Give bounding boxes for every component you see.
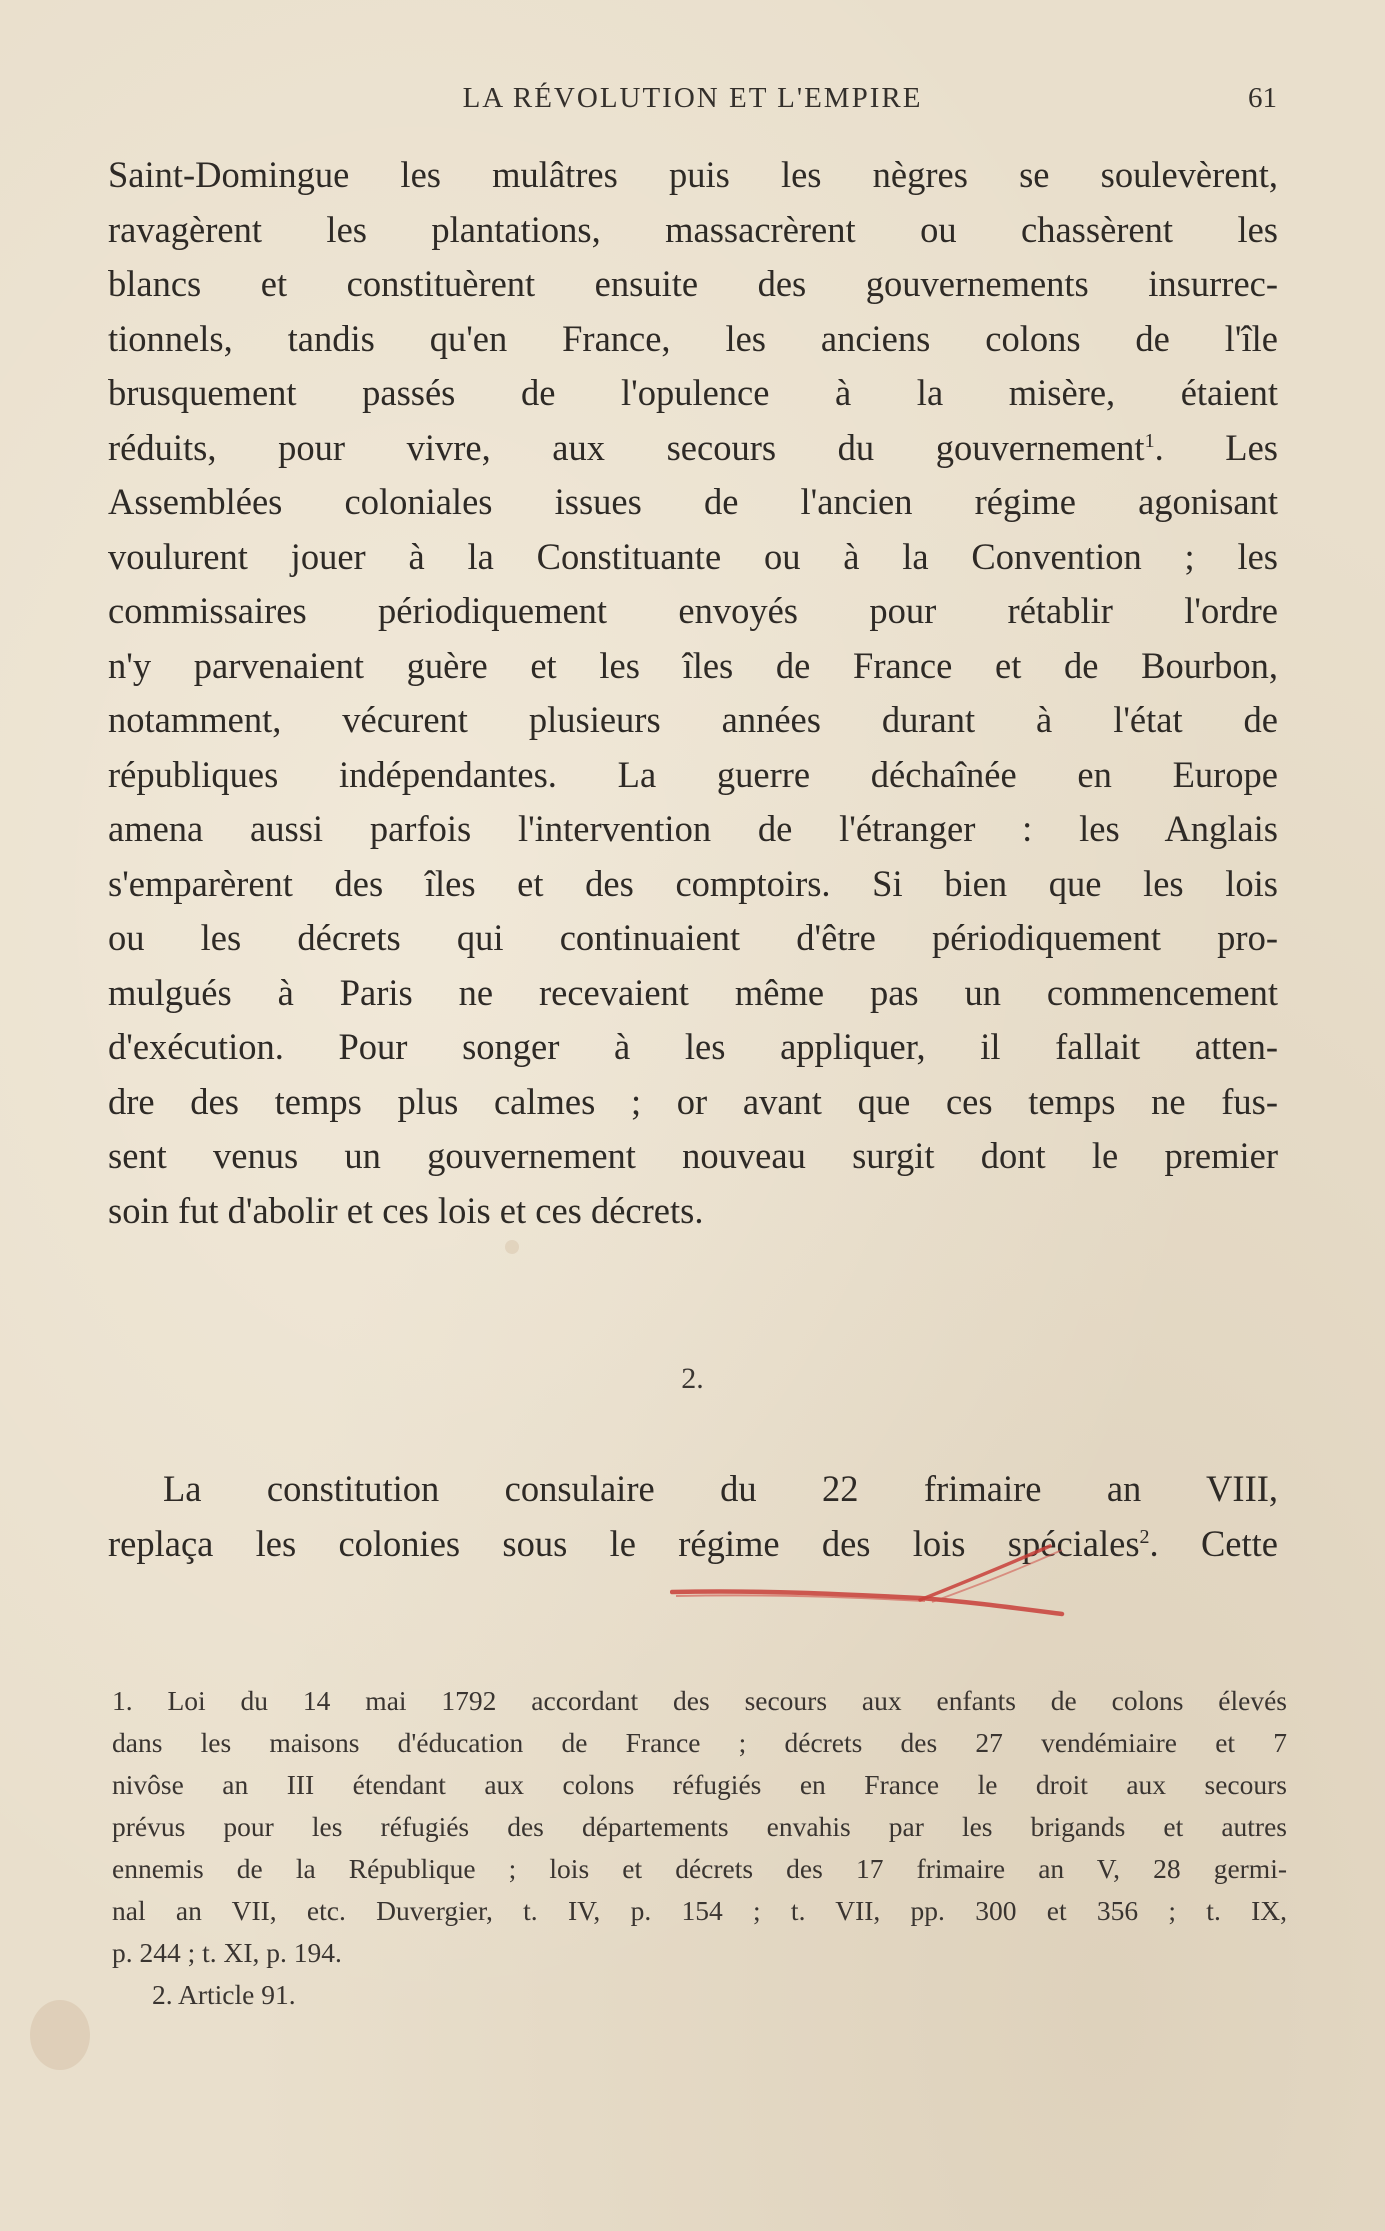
text-line: tionnels, tandis qu'en France, les anciens colons de l'île	[108, 317, 1278, 359]
text-line-with-note	[108, 421, 1278, 476]
text-line: notamment, vécurent plusieurs années durant à l'état de	[108, 699, 1278, 740]
footnote-line: prévus pour les réfugiés des départements envahis par les brigands et autres	[112, 1811, 1287, 1842]
footnote-line: dans les maisons d'éducation de France ; décrets des 27 vendémiaire et 7	[112, 1727, 1287, 1758]
running-title: LA RÉVOLUTION ET L'EMPIRE	[462, 82, 923, 114]
text-line: Saint-Domingue les mulâtres puis les nègres se soulevèrent,	[108, 154, 1278, 195]
text-line: d'exécution. Pour songer à les appliquer, il fallait atten-	[108, 1026, 1278, 1067]
text-line: voulurent jouer à la Constituante ou à la Convention ; les	[108, 535, 1278, 577]
text-line: mulgués à Paris ne recevaient même pas un commencement	[108, 971, 1278, 1013]
red-pencil-mark	[670, 1540, 1100, 1620]
text-line: dre des temps plus calmes ; or avant que ces temps ne fus-	[108, 1080, 1278, 1122]
text-line: ravagèrent les plantations, massacrèrent ou chassèrent les	[108, 208, 1278, 250]
text-line: soin fut d'abolir et ces lois et ces décrets.	[108, 1189, 704, 1231]
text-line: La constitution consulaire du 22 frimaire an VIII,	[163, 1468, 1278, 1509]
text-segment: réduits, pour vivre, aux secours du gouvernement	[108, 426, 1145, 468]
text-line: ou les décrets qui continuaient d'être périodiquement pro-	[108, 917, 1278, 958]
paper-stain	[505, 1240, 519, 1254]
main-paragraph	[108, 148, 1278, 1238]
text-segment: . Les	[1154, 426, 1278, 468]
footnote-line: nivôse an III étendant aux colons réfugiés en France le droit aux secours	[112, 1769, 1287, 1800]
text-segment: replaça les colonies sous le régime des lois spéciales	[108, 1522, 1140, 1564]
section-number: 2.	[681, 1362, 704, 1395]
text-line: s'emparèrent des îles et des comptoirs. Si bien que les lois	[108, 862, 1278, 904]
text-line: blancs et constituèrent ensuite des gouvernements insurrec-	[108, 263, 1278, 304]
text-line: sent venus un gouvernement nouveau surgit dont le premier	[108, 1135, 1278, 1176]
paper-stain	[30, 2000, 90, 2070]
text-line: commissaires périodiquement envoyés pour rétablir l'ordre	[108, 590, 1278, 631]
text-line: brusquement passés de l'opulence à la misère, étaient	[108, 372, 1278, 413]
footnotes	[112, 1680, 1287, 2016]
page-header	[0, 82, 1385, 122]
text-line: Assemblées coloniales issues de l'ancien régime agonisant	[108, 481, 1278, 522]
footnote-ref: 1	[1144, 429, 1155, 452]
page-number: 61	[1248, 82, 1277, 114]
text-line: amena aussi parfois l'intervention de l'étranger : les Anglais	[108, 808, 1278, 849]
footnote-line: ennemis de la République ; lois et décrets des 17 frimaire an V, 28 germi-	[112, 1853, 1287, 1884]
footnote-line: 2. Article 91.	[152, 1979, 296, 2010]
text-line: républiques indépendantes. La guerre déchaînée en Europe	[108, 753, 1278, 795]
footnote-line: 1. Loi du 14 mai 1792 accordant des secours aux enfants de colons élevés	[112, 1685, 1287, 1716]
footnote-line: p. 244 ; t. XI, p. 194.	[112, 1937, 342, 1968]
footnote-ref: 2	[1139, 1525, 1150, 1548]
text-line: n'y parvenaient guère et les îles de France et de Bourbon,	[108, 644, 1278, 686]
footnote-line: nal an VII, etc. Duvergier, t. IV, p. 154 ; t. VII, pp. 300 et 356 ; t. IX,	[112, 1895, 1287, 1926]
text-segment: . Cette	[1149, 1522, 1278, 1564]
